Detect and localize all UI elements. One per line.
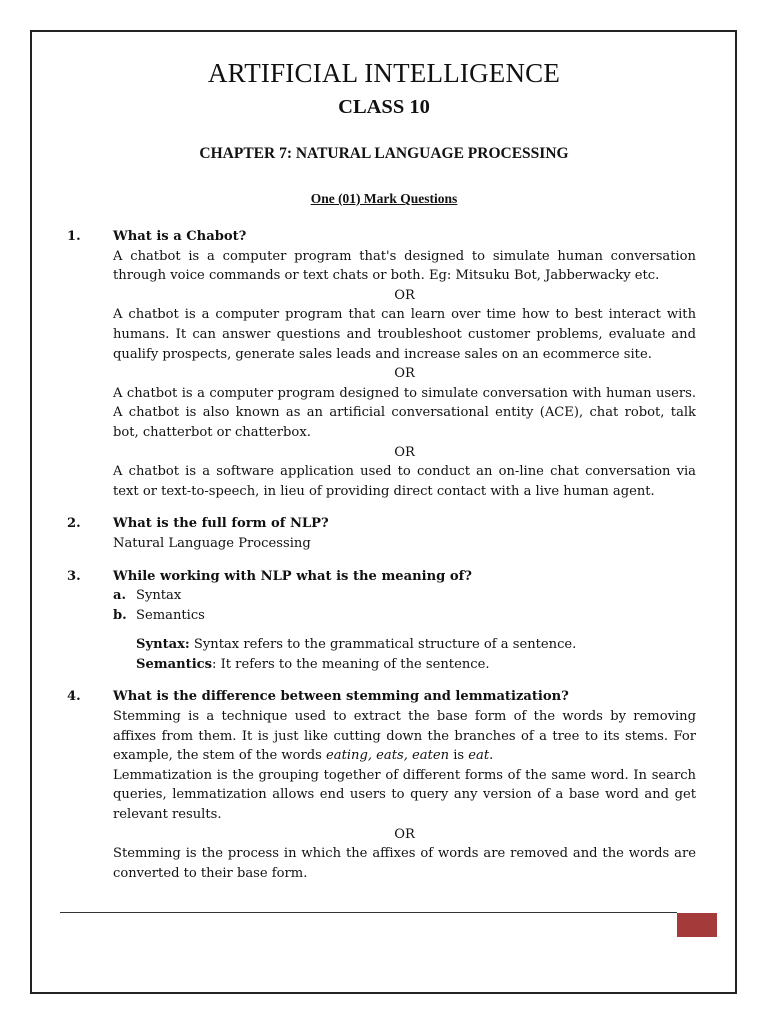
answer-text: .	[489, 748, 494, 764]
list-text: Semantics	[136, 607, 205, 623]
question-body	[113, 227, 696, 501]
or-separator: OR	[394, 366, 415, 382]
question-1	[67, 227, 696, 501]
answer-paragraph: Lemmatization is the grouping together of different forms of the same word. In search queries, lemmatization allows end users to query any version of a base word and get relevant results.	[113, 767, 696, 823]
list-letter: a.	[113, 588, 127, 604]
definition-text: : It refers to the meaning of the sentence.	[212, 656, 490, 672]
example-words: eating, eats, eaten	[326, 748, 450, 764]
question-2	[67, 514, 696, 553]
or-separator: OR	[394, 287, 415, 303]
answer-paragraph: A chatbot is a computer program that can learn over time how to best interact with humans. It can answer questions and troubleshoot customer problems, evaluate and qualify prospects, generate sales leads and increase sales on an ecommerce site.	[113, 307, 696, 362]
definition-semantics	[136, 655, 696, 675]
question-3	[67, 567, 696, 675]
definition-term: Semantics	[136, 656, 213, 672]
definition-term: Syntax:	[136, 637, 190, 653]
list-item	[113, 606, 696, 626]
answer-paragraph	[113, 707, 696, 766]
question-number: 2.	[67, 516, 81, 532]
section-heading: One (01) Mark Questions	[310, 191, 458, 206]
footer-rule	[60, 912, 677, 913]
question-title: What is the difference between stemming and lemmatization?	[113, 689, 569, 705]
answer-text: is	[449, 748, 469, 764]
question-number: 3.	[67, 568, 81, 584]
list-letter: b.	[113, 607, 127, 623]
question-body	[113, 514, 696, 553]
question-body	[113, 687, 696, 883]
question-number: 1.	[67, 229, 81, 244]
questions-list	[67, 227, 696, 896]
example-stem: eat	[468, 748, 490, 764]
or-separator: OR	[394, 444, 415, 460]
chapter-title: CHAPTER 7: NATURAL LANGUAGE PROCESSING	[199, 145, 569, 162]
answer-paragraph: Stemming is the process in which the affixes of words are removed and the words are converted to their base form.	[113, 846, 696, 881]
class-label: CLASS 10	[338, 96, 430, 118]
question-title: What is a Chabot?	[113, 229, 247, 244]
footer-accent-box	[677, 913, 717, 937]
definition-text: Syntax refers to the grammatical structure of a sentence.	[189, 637, 577, 653]
answer-paragraph: A chatbot is a software application used to conduct an on-line chat conversation via text or text-to-speech, in lieu of providing direct contact with a live human agent.	[113, 464, 696, 499]
list-text: Syntax	[136, 588, 182, 604]
definition-syntax	[136, 635, 696, 655]
or-separator: OR	[394, 826, 415, 842]
question-4	[67, 687, 696, 883]
answer-paragraph: Natural Language Processing	[113, 535, 311, 551]
question-number: 4.	[67, 689, 81, 705]
list-item	[113, 586, 696, 606]
question-title: While working with NLP what is the meaning of?	[113, 568, 472, 584]
answer-text: Stemming is a technique used to extract the base form of the words by removing affixes from them. It is just like cutting down the branches of a tree to its stems. For example, the stem of the words	[113, 709, 696, 764]
question-title: What is the full form of NLP?	[113, 516, 329, 532]
document-title: ARTIFICIAL INTELLIGENCE	[207, 58, 561, 88]
answer-paragraph: A chatbot is a computer program that's designed to simulate human conversation through voice commands or text chats or both. Eg: Mitsuku Bot, Jabberwacky etc.	[113, 248, 696, 284]
definitions	[136, 635, 696, 674]
answer-paragraph: A chatbot is a computer program designed to simulate conversation with human users. A chatbot is also known as an artificial conversational entity (ACE), chat robot, talk bot, chatterbot or chatterbox.	[113, 385, 696, 440]
question-body	[113, 567, 696, 675]
